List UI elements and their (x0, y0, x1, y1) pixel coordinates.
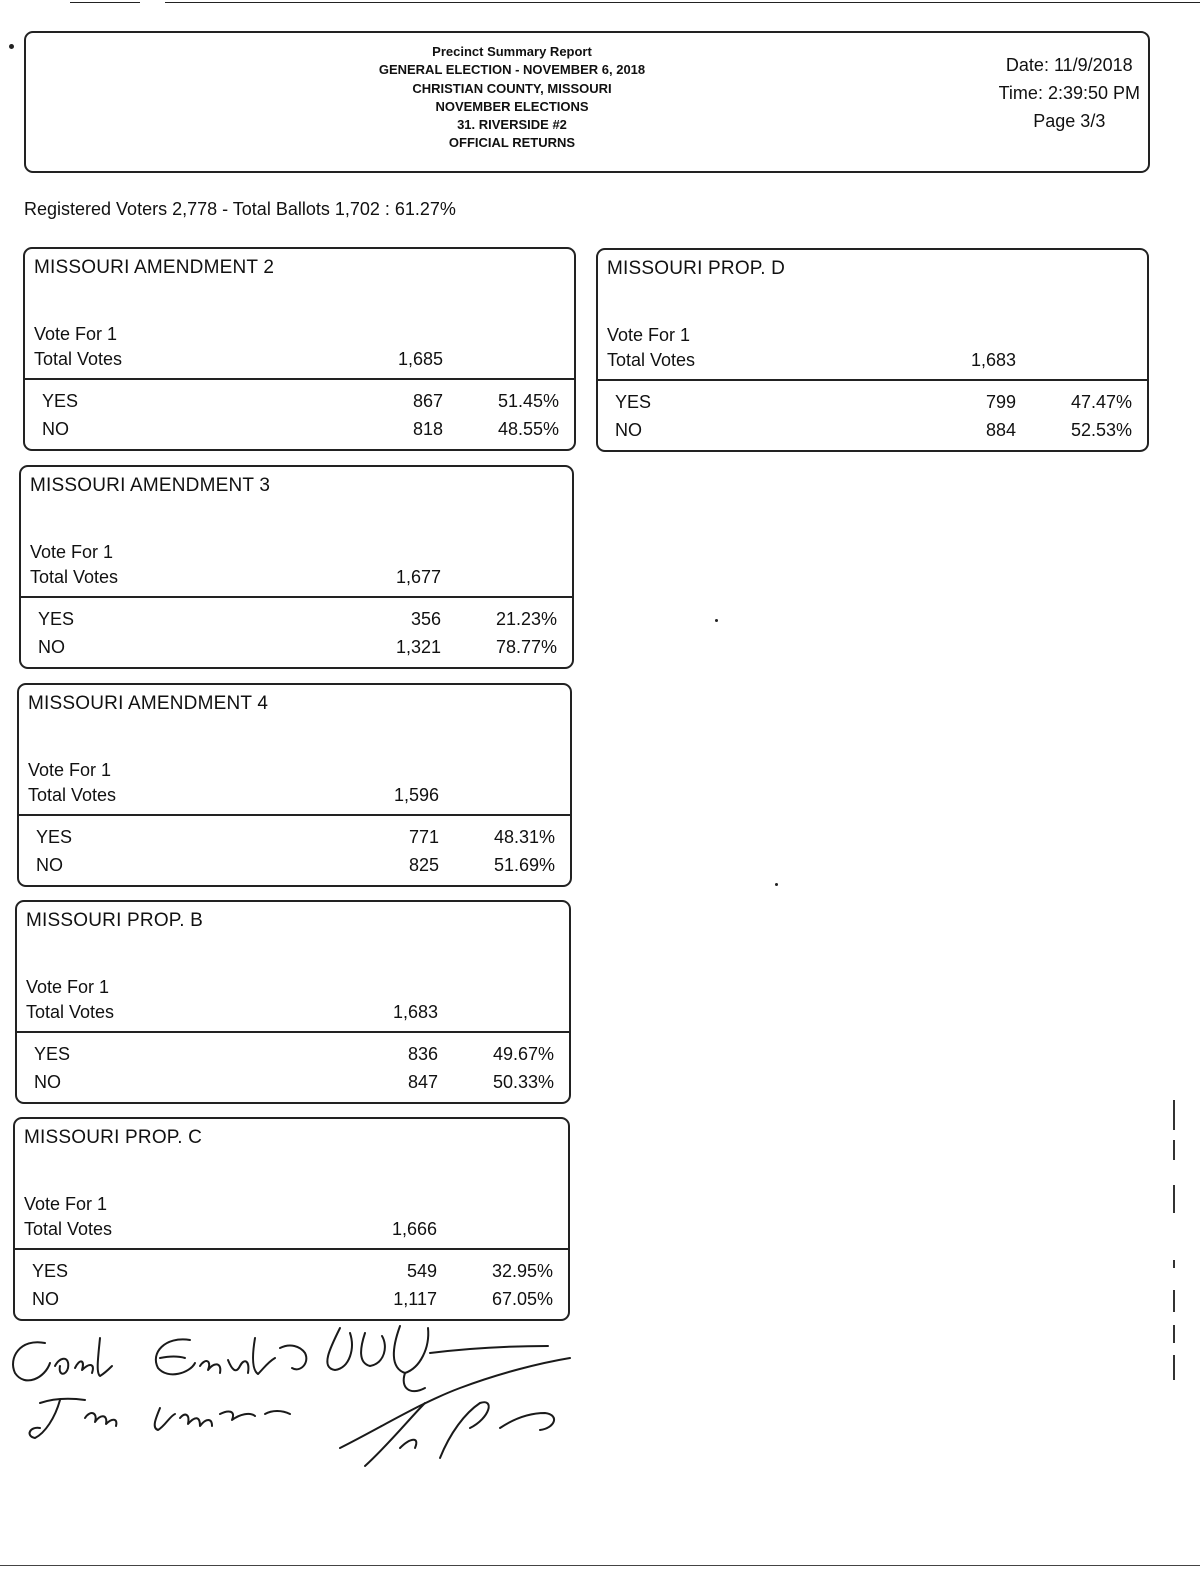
contest-title: MISSOURI AMENDMENT 4 (28, 693, 269, 714)
choice-votes: 799 (985, 392, 1016, 412)
returns-status: OFFICIAL RETURNS (448, 135, 576, 151)
scan-mark (1173, 1140, 1175, 1160)
choice-row (17, 1072, 569, 1098)
divider (15, 1248, 568, 1250)
total-votes-value: 1,666 (391, 1219, 437, 1239)
choice-label: NO (34, 1072, 61, 1092)
report-time: Time: 2:39:50 PM (998, 83, 1140, 103)
contest-box (13, 1117, 570, 1321)
choice-votes: 1,321 (395, 637, 441, 657)
choice-label: NO (38, 637, 65, 657)
choice-row (19, 827, 570, 853)
scan-mark (1173, 1185, 1175, 1213)
precinct-name: 31. RIVERSIDE #2 (457, 117, 567, 133)
choice-percent: 51.69% (493, 855, 555, 875)
choice-row (15, 1261, 568, 1287)
total-votes-value: 1,683 (970, 350, 1016, 370)
divider (17, 1031, 569, 1033)
choice-row (21, 637, 572, 663)
choice-votes: 1,117 (393, 1289, 437, 1309)
choice-label: YES (32, 1261, 69, 1281)
choice-label: YES (615, 392, 652, 412)
scan-mark (1173, 1355, 1175, 1380)
scan-bottom-rule (0, 1565, 1200, 1566)
total-votes-value: 1,596 (393, 785, 439, 805)
choice-votes: 771 (408, 827, 439, 847)
handwritten-signatures-icon (0, 1318, 600, 1478)
choice-percent: 50.33% (492, 1072, 554, 1092)
contest-title: MISSOURI PROP. C (24, 1127, 203, 1148)
vote-for: Vote For 1 (34, 324, 118, 344)
choice-row (598, 420, 1147, 446)
scan-mark (1173, 1290, 1175, 1312)
choice-percent: 21.23% (495, 609, 557, 629)
choice-percent: 47.47% (1070, 392, 1132, 412)
turnout-summary: Registered Voters 2,778 - Total Ballots 1,702 : 61.27% (24, 199, 456, 219)
choice-percent: 32.95% (491, 1261, 553, 1281)
contest-box (23, 247, 576, 451)
contest-title: MISSOURI PROP. B (26, 910, 204, 931)
choice-votes: 836 (407, 1044, 438, 1064)
choice-row (21, 609, 572, 635)
choice-votes: 549 (406, 1261, 437, 1281)
scan-speck (715, 619, 718, 622)
scan-speck (775, 883, 778, 886)
choice-percent: 49.67% (492, 1044, 554, 1064)
total-votes-label: Total Votes (28, 785, 117, 805)
contest-box (19, 465, 574, 669)
choice-label: YES (36, 827, 73, 847)
choice-row (17, 1044, 569, 1070)
election-group: NOVEMBER ELECTIONS (435, 98, 589, 114)
choice-votes: 818 (412, 419, 443, 439)
choice-label: YES (42, 391, 79, 411)
contest-title: MISSOURI AMENDMENT 3 (30, 475, 271, 496)
choice-label: YES (34, 1044, 71, 1064)
choice-label: NO (615, 420, 642, 440)
vote-for: Vote For 1 (607, 325, 691, 345)
choice-label: NO (32, 1289, 59, 1309)
vote-for: Vote For 1 (28, 760, 112, 780)
divider (19, 814, 570, 816)
choice-row (25, 391, 574, 417)
total-votes-label: Total Votes (607, 350, 696, 370)
choice-percent: 48.55% (497, 419, 559, 439)
report-meta (999, 51, 1140, 135)
report-title: Precinct Summary Report (432, 44, 592, 59)
vote-for: Vote For 1 (24, 1194, 108, 1214)
total-votes-value: 1,685 (397, 349, 443, 369)
choice-votes: 825 (408, 855, 439, 875)
contest-title: MISSOURI PROP. D (607, 258, 786, 279)
report-title-block (26, 43, 1148, 153)
total-votes-label: Total Votes (26, 1002, 115, 1022)
vote-for: Vote For 1 (30, 542, 114, 562)
scan-mark (1173, 1100, 1175, 1130)
scan-top-rule-left (70, 2, 140, 3)
choice-row (19, 855, 570, 881)
total-votes-label: Total Votes (24, 1219, 113, 1239)
choice-percent: 67.05% (491, 1289, 553, 1309)
choice-percent: 78.77% (495, 637, 557, 657)
scan-top-rule (165, 2, 1200, 3)
choice-row (598, 392, 1147, 418)
contest-box (17, 683, 572, 887)
contest-box (596, 248, 1149, 452)
choice-percent: 51.45% (497, 391, 559, 411)
choice-label: NO (36, 855, 63, 875)
contest-box (15, 900, 571, 1104)
county-name: CHRISTIAN COUNTY, MISSOURI (412, 80, 612, 96)
report-header (24, 31, 1150, 173)
scan-mark (1173, 1260, 1175, 1268)
choice-votes: 867 (412, 391, 443, 411)
divider (21, 596, 572, 598)
choice-label: YES (38, 609, 75, 629)
choice-percent: 48.31% (493, 827, 555, 847)
report-date: Date: 11/9/2018 (1005, 55, 1133, 75)
choice-votes: 884 (985, 420, 1016, 440)
total-votes-value: 1,677 (395, 567, 441, 587)
election-name: GENERAL ELECTION - NOVEMBER 6, 2018 (378, 62, 646, 78)
vote-for: Vote For 1 (26, 977, 110, 997)
choice-votes: 356 (410, 609, 441, 629)
page-number: Page 3/3 (1033, 111, 1106, 131)
contest-title: MISSOURI AMENDMENT 2 (34, 257, 275, 278)
total-votes-label: Total Votes (34, 349, 123, 369)
choice-row (15, 1289, 568, 1315)
scan-mark (1173, 1325, 1175, 1343)
divider (598, 379, 1147, 381)
divider (25, 378, 574, 380)
total-votes-label: Total Votes (30, 567, 119, 587)
choice-label: NO (42, 419, 69, 439)
total-votes-value: 1,683 (392, 1002, 438, 1022)
choice-votes: 847 (407, 1072, 438, 1092)
choice-row (25, 419, 574, 445)
choice-percent: 52.53% (1070, 420, 1132, 440)
